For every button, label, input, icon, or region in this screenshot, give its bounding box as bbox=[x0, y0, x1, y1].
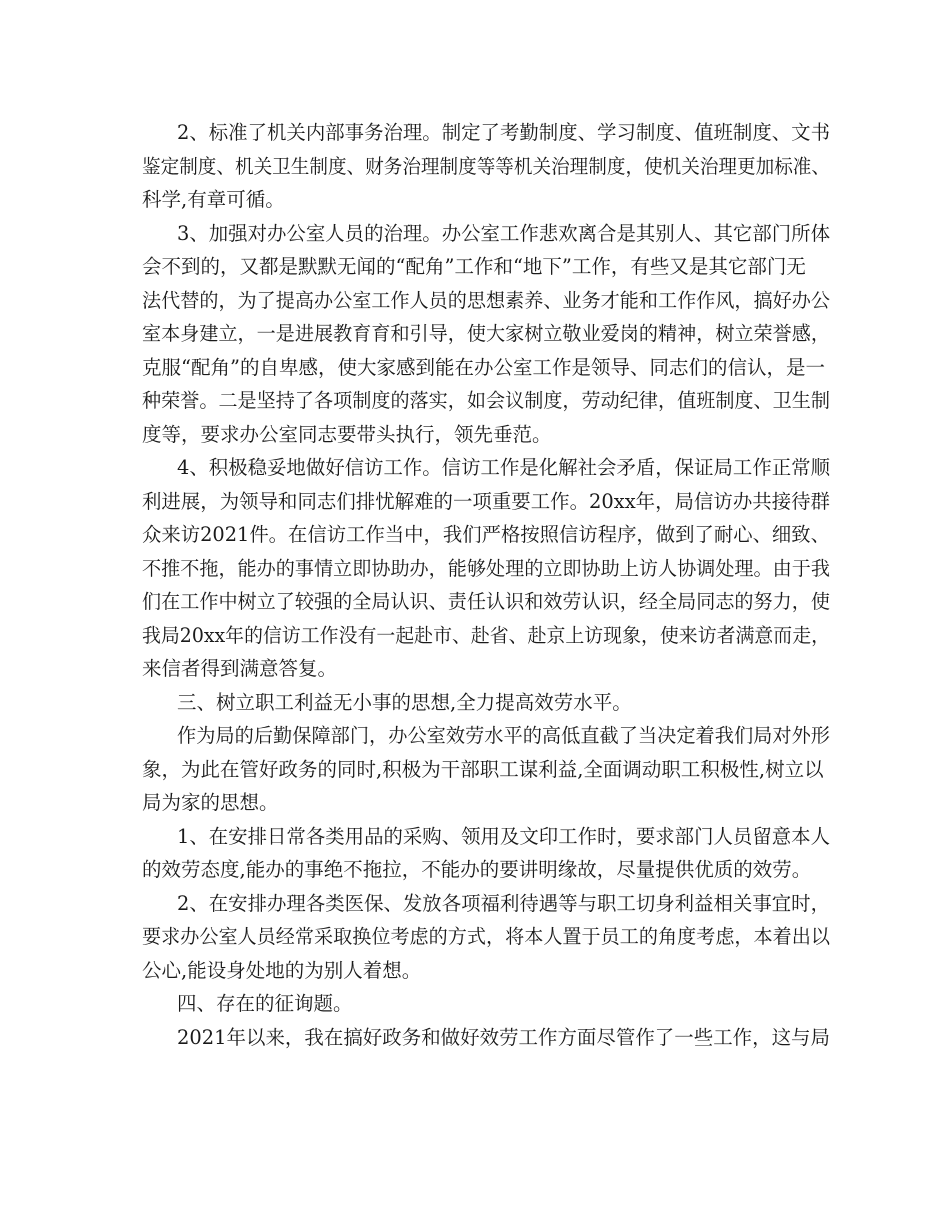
text-line: 种荣誉。二是坚持了各项制度的落实，如会议制度，劳动纪律，值班制度、卫生制 bbox=[142, 389, 830, 412]
text-line: 科学,有章可循。 bbox=[142, 188, 285, 211]
text-line: 来信者得到满意答复。 bbox=[142, 657, 338, 680]
document-body bbox=[142, 116, 830, 1054]
text-line: 度等，要求办公室同志要带头执行，领先垂范。 bbox=[142, 422, 552, 446]
text-line: 室本身建立，一是进展教育育和引导，使大家树立敬业爱岗的精神，树立荣誉感， bbox=[142, 322, 830, 345]
text-line: 鉴定制度、机关卫生制度、财务治理制度等等机关治理制度，使机关治理更加标准、 bbox=[142, 154, 830, 178]
text-line: 们在工作中树立了较强的全局认识、责任认识和效劳认识，经全局同志的努力，使 bbox=[142, 590, 830, 613]
text-line: 作为局的后勤保障部门，办公室效劳水平的高低直截了当决定着我们局对外形 bbox=[177, 724, 830, 747]
text-line: 不推不拖，能办的事情立即协助办，能够处理的立即协助上访人协调处理。由于我 bbox=[142, 556, 830, 580]
text-line: 2021年以来，我在搞好政务和做好效劳工作方面尽管作了一些工作，这与局 bbox=[177, 1025, 830, 1049]
text-line: 众来访2021件。在信访工作当中，我们严格按照信访程序，做到了耐心、细致、 bbox=[142, 523, 830, 546]
text-line: 会不到的，又都是默默无闻的“配角”工作和“地下”工作，有些又是其它部门无 bbox=[142, 255, 806, 278]
text-line: 2、在安排办理各类医保、发放各项福利待遇等与职工切身利益相关事宜时， bbox=[177, 891, 830, 915]
text-line: 局为家的思想。 bbox=[142, 791, 279, 814]
section-heading: 四、存在的征询题。 bbox=[177, 992, 353, 1015]
text-line: 我局20xx年的信访工作没有一起赴市、赴省、赴京上访现象，使来访者满意而走， bbox=[142, 623, 830, 647]
text-line: 3、加强对办公室人员的治理。办公室工作悲欢离合是其别人、其它部门所体 bbox=[177, 221, 830, 245]
text-line: 1、在安排日常各类用品的采购、领用及文印工作时，要求部门人员留意本人 bbox=[177, 824, 830, 848]
text-line: 象，为此在管好政务的同时,积极为干部职工谋利益,全面调动职工积极性,树立以 bbox=[142, 757, 824, 781]
text-line: 利进展，为领导和同志们排忧解难的一项重要工作。20xx年，局信访办共接待群 bbox=[142, 489, 830, 513]
text-line: 2、标准了机关内部事务治理。制定了考勤制度、学习制度、值班制度、文书 bbox=[177, 121, 830, 144]
text-line: 的效劳态度,能办的事绝不拖拉，不能办的要讲明缘故，尽量提供优质的效劳。 bbox=[142, 858, 812, 881]
text-line: 公心,能设身处地的为别人着想。 bbox=[142, 958, 422, 982]
text-line: 4、积极稳妥地做好信访工作。信访工作是化解社会矛盾，保证局工作正常顺 bbox=[177, 456, 830, 479]
text-line: 法代替的，为了提高办公室工作人员的思想素养、业务才能和工作作风，搞好办公 bbox=[142, 288, 830, 312]
section-heading: 三、树立职工利益无小事的思想,全力提高效劳水平。 bbox=[177, 690, 632, 714]
text-line: 要求办公室人员经常采取换位考虑的方式，将本人置于员工的角度考虑，本着出以 bbox=[142, 925, 830, 948]
text-line: 克服“配角”的自卑感，使大家感到能在办公室工作是领导、同志们的信认，是一 bbox=[142, 355, 825, 379]
